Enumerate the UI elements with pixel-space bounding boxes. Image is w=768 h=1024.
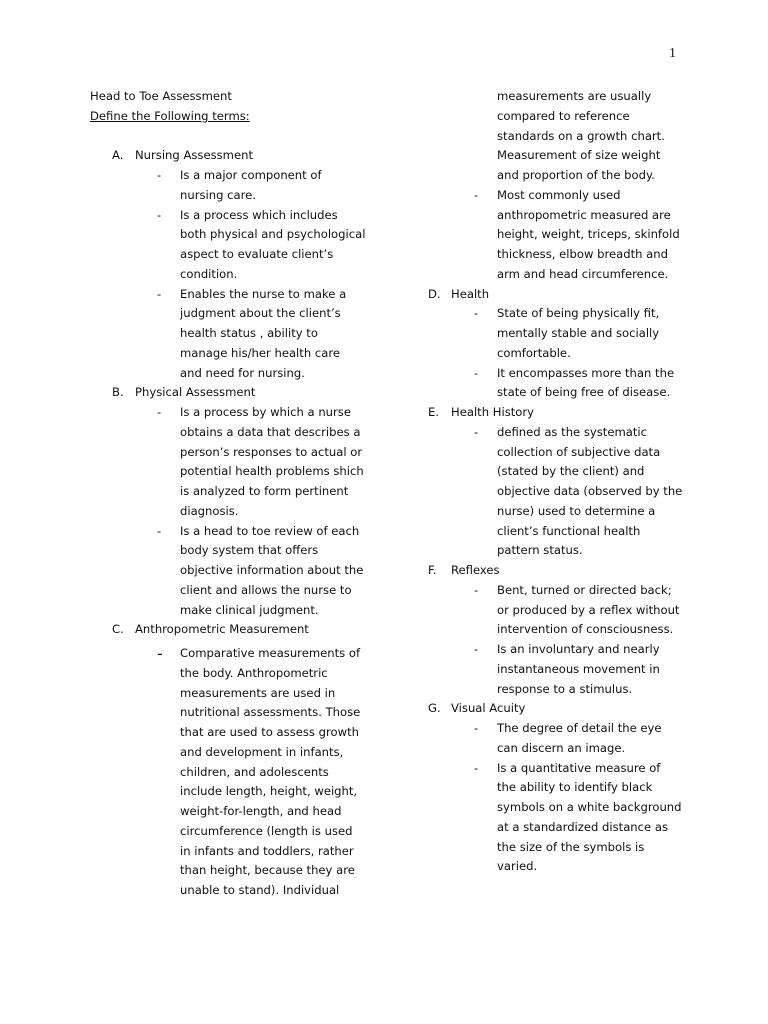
bullet-dash: - — [474, 582, 479, 597]
text-line: that are used to assess growth — [180, 725, 359, 739]
bullet-text — [497, 186, 680, 285]
text-line: response to a stimulus. — [497, 681, 633, 696]
text-line: potential health problems shich — [180, 464, 364, 479]
section-title: Physical Assessment — [135, 385, 256, 400]
section-letter: B. — [112, 385, 124, 400]
text-line: comfortable. — [497, 345, 571, 360]
text-line: instantaneous movement in — [497, 661, 660, 676]
text-line: weight-for-length, and head — [180, 804, 342, 818]
text-line: collection of subjective data — [497, 444, 661, 459]
section-title: Reflexes — [451, 563, 500, 577]
text-line: can discern an image. — [497, 740, 626, 755]
bullet-item — [157, 644, 390, 901]
text-line: nurse) used to determine a — [497, 503, 656, 518]
bullet-item — [474, 640, 718, 699]
text-line: at a standardized distance as — [497, 819, 668, 834]
text-line: Enables the nurse to make a — [180, 286, 347, 301]
text-line: children, and adolescents — [180, 764, 329, 779]
bullet-item — [474, 581, 718, 640]
section-heading — [428, 285, 718, 305]
text-line: include length, height, weight, — [180, 784, 358, 799]
text-line: objective data (observed by the — [497, 484, 683, 498]
bullet-dash: - — [474, 760, 479, 775]
text-line: aspect to evaluate client’s — [180, 247, 334, 261]
text-line: height, weight, triceps, skinfold — [497, 227, 680, 242]
text-line: and development in infants, — [180, 744, 344, 759]
text-line: client and allows the nurse to — [180, 582, 352, 597]
term-section — [90, 146, 390, 383]
text-line: condition. — [180, 266, 238, 281]
text-line: body system that offers — [180, 543, 319, 558]
bullet-item — [474, 364, 718, 404]
bullet-dash: - — [157, 405, 162, 419]
text-line: state of being free of disease. — [497, 385, 671, 400]
section-title: Health History — [451, 405, 535, 419]
bullet-item — [474, 186, 718, 285]
bullet-text — [497, 640, 660, 699]
text-line: Comparative measurements of — [180, 646, 361, 660]
text-line: Is a process which includes — [180, 207, 338, 222]
text-line: Is an involuntary and nearly — [497, 642, 660, 656]
bullet-item — [157, 522, 390, 621]
bullet-dash: - — [474, 365, 479, 380]
text-line: pattern status. — [497, 543, 583, 558]
bullet-dash: - — [474, 721, 479, 735]
text-line: diagnosis. — [180, 503, 239, 518]
text-line: arm and head circumference. — [497, 266, 669, 281]
bullet-item — [474, 304, 718, 363]
right-column — [428, 87, 718, 877]
bullet-text — [180, 403, 364, 522]
text-line: circumference (length is used — [180, 823, 353, 838]
text-line: Bent, turned or directed back; — [497, 582, 672, 597]
term-section — [428, 561, 718, 699]
page-number: 1 — [669, 46, 676, 61]
text-line: intervention of consciousness. — [497, 622, 674, 637]
bullet-item — [157, 403, 390, 522]
text-line: and proportion of the body. — [497, 168, 655, 182]
document-subtitle: Define the Following terms: — [90, 108, 250, 123]
text-line: Is a head to toe review of each — [180, 523, 360, 538]
bullet-dash: - — [474, 642, 479, 656]
text-line: judgment about the client’s — [180, 306, 341, 321]
text-line: both physical and psychological — [180, 227, 366, 242]
text-line: make clinical judgment. — [180, 602, 319, 617]
bullet-text — [497, 759, 682, 878]
text-line: symbols on a white background — [497, 800, 682, 814]
term-section — [428, 699, 718, 877]
text-line: or produced by a reflex without — [497, 602, 680, 617]
text-line: nursing care. — [180, 187, 256, 202]
text-line: (stated by the client) and — [497, 464, 645, 479]
section-heading — [90, 146, 390, 166]
bullet-item — [157, 166, 390, 206]
text-line: manage his/her health care — [180, 345, 340, 360]
bullet-item — [474, 719, 718, 759]
text-line: than height, because they are — [180, 863, 355, 878]
term-section — [428, 285, 718, 404]
text-line: compared to reference — [497, 108, 630, 123]
section-title: Health — [451, 286, 490, 301]
section-heading — [428, 403, 718, 423]
bullet-item — [474, 423, 718, 561]
text-line: The degree of detail the eye — [497, 721, 662, 735]
spacer — [90, 127, 390, 147]
term-section — [90, 383, 390, 620]
bullet-text — [497, 581, 679, 640]
text-line: thickness, elbow breadth and — [497, 247, 668, 261]
bullet-text — [497, 364, 674, 404]
text-line: obtains a data that describes a — [180, 424, 361, 439]
left-column — [90, 87, 390, 901]
bullet-dash: - — [157, 168, 162, 182]
section-heading — [428, 699, 718, 719]
section-letter: D. — [428, 286, 441, 301]
right-sections — [428, 285, 718, 878]
text-line: mentally stable and socially — [497, 326, 660, 340]
section-heading — [90, 383, 390, 403]
section-letter: E. — [428, 405, 440, 419]
term-section — [90, 620, 390, 901]
document-title: Head to Toe Assessment — [90, 89, 232, 103]
bullet-item — [157, 206, 390, 285]
section-letter: A. — [112, 148, 124, 163]
text-line: client’s functional health — [497, 523, 641, 538]
text-line: standards on a growth chart. — [497, 128, 665, 143]
text-line: the size of the symbols is — [497, 839, 645, 854]
bullet-text — [497, 304, 659, 363]
bullet-text — [180, 644, 360, 901]
text-line: unable to stand). Individual — [180, 883, 340, 897]
text-line: Most commonly used — [497, 187, 621, 202]
section-heading — [428, 561, 718, 581]
text-line: measurements are usually — [497, 89, 652, 103]
text-line: measurements are used in — [180, 685, 336, 700]
section-letter: C. — [112, 622, 124, 637]
bullet-dash: - — [157, 286, 162, 301]
text-line: is analyzed to form pertinent — [180, 484, 349, 498]
left-sections — [90, 146, 390, 901]
bullet-text — [497, 719, 662, 759]
section-title: Anthropometric Measurement — [135, 622, 309, 637]
bullet-dash: - — [474, 424, 479, 439]
text-line: the ability to identify black — [497, 780, 653, 795]
bullet-text — [180, 206, 365, 285]
bullet-text — [180, 522, 363, 621]
text-line: the body. Anthropometric — [180, 665, 328, 680]
text-line: and need for nursing. — [180, 365, 305, 380]
text-line: person’s responses to actual or — [180, 444, 363, 459]
section-letter: G. — [428, 701, 441, 716]
bullet-item — [474, 759, 718, 878]
text-line: Measurement of size weight — [497, 148, 661, 163]
section-title: Nursing Assessment — [135, 148, 253, 163]
section-heading — [90, 620, 390, 640]
bullet-dash: - — [474, 187, 479, 202]
text-line: health status , ability to — [180, 326, 318, 340]
bullet-item — [157, 285, 390, 384]
text-line: objective information about the — [180, 563, 364, 577]
section-letter: F. — [428, 563, 437, 577]
text-line: anthropometric measured are — [497, 207, 671, 222]
text-line: State of being physically fit, — [497, 306, 660, 321]
continued-text — [428, 87, 718, 186]
text-line: nutritional assessments. Those — [180, 705, 361, 720]
bullet-dash: - — [157, 644, 163, 663]
text-line: Is a quantitative measure of — [497, 760, 661, 775]
bullet-dash: - — [474, 306, 479, 321]
section-title: Visual Acuity — [451, 701, 526, 716]
bullet-dash: - — [157, 523, 162, 538]
bullet-text — [497, 423, 682, 561]
bullet-text — [180, 285, 346, 384]
bullet-text — [180, 166, 322, 206]
term-section — [428, 403, 718, 561]
text-line: defined as the systematic — [497, 424, 648, 439]
text-line: It encompasses more than the — [497, 365, 675, 380]
continued-bullets — [428, 186, 718, 285]
text-line: Is a major component of — [180, 168, 322, 182]
text-line: Is a process by which a nurse — [180, 405, 351, 419]
text-line: in infants and toddlers, rather — [180, 843, 354, 858]
bullet-dash: - — [157, 207, 162, 222]
text-line: varied. — [497, 859, 538, 874]
